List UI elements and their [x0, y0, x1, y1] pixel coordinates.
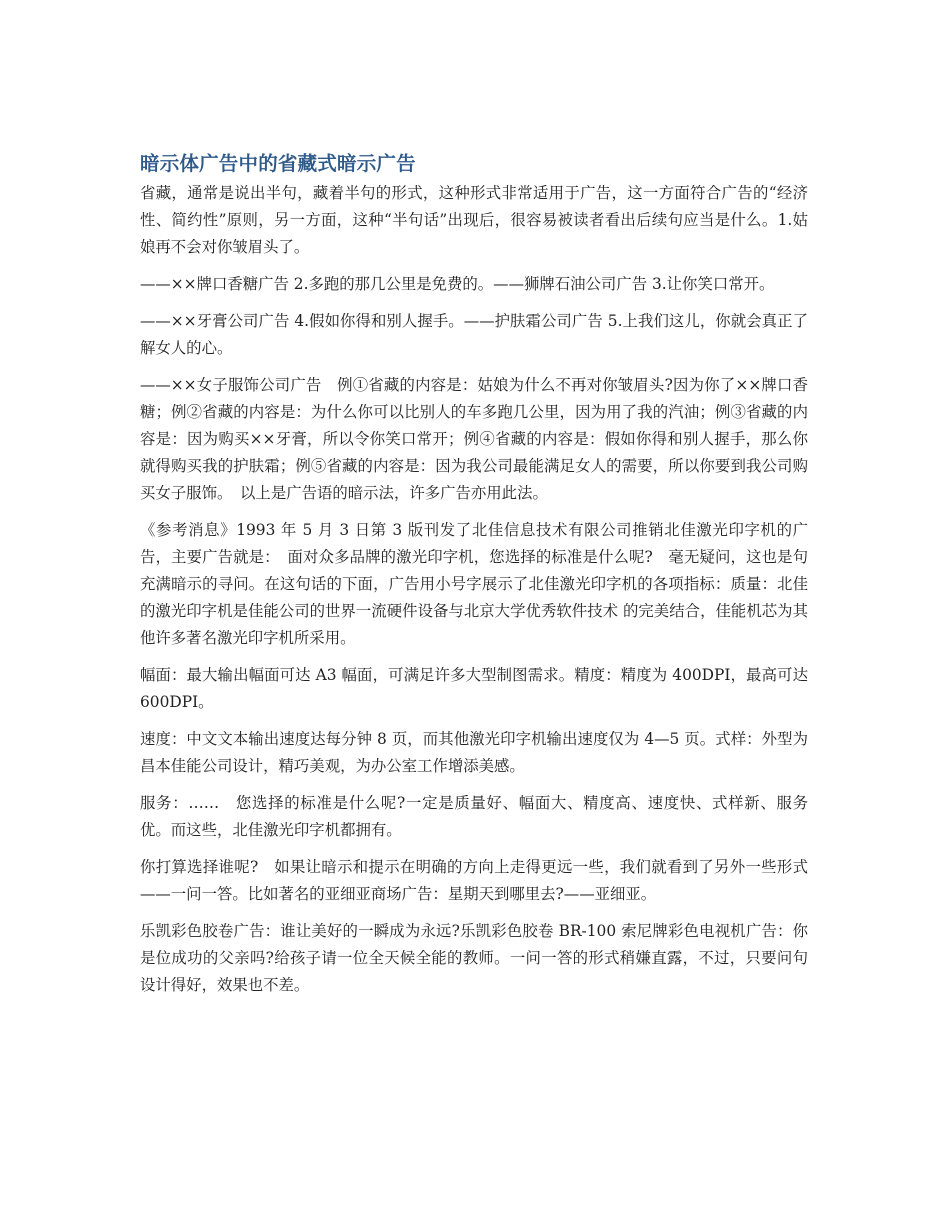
paragraph: 速度：中文文本输出速度达每分钟 8 页，而其他激光印字机输出速度仅为 4—5 页。式样：外型为昌本佳能公司设计，精巧美观，为办公室工作增添美感。	[140, 730, 808, 775]
paragraph: 你打算选择谁呢? 如果让暗示和提示在明确的方向上走得更远一些，我们就看到了另外一些形式——一问一答。比如著名的亚细亚商场广告：星期天到哪里去?——亚细亚。	[140, 858, 808, 903]
paragraph: ——××牙膏公司广告 4.假如你得和别人握手。——护肤霜公司广告 5.上我们这儿，你就会真正了解女人的心。	[140, 312, 808, 357]
paragraph: 省藏，通常是说出半句，藏着半句的形式，这种形式非常适用于广告，这一方面符合广告的“经济性、简约性”原则，另一方面，这种“半句话”出现后，很容易被读者看出后续句应当是什么。1.姑娘再不会对你皱眉头了。	[140, 184, 808, 256]
paragraph: ——××女子服饰公司广告 例①省藏的内容是：姑娘为什么不再对你皱眉头?因为你了××牌口香糖；例②省藏的内容是：为什么你可以比别人的车多跑几公里，因为用了我的汽油；例③省藏的内容是：因为购买××牙膏，所以令你笑口常开；例④省藏的内容是：假如你得和别人握手，那么你就得购买我的护肤霜；例⑤省藏的内容是：因为我公司最能满足女人的需要，所以你要到我公司购买女子服饰。 以上是广告语的暗示法，许多广告亦用此法。	[140, 376, 808, 502]
paragraph: ——××牌口香糖广告 2.多跑的那几公里是免费的。——狮牌石油公司广告 3.让你笑口常开。	[140, 275, 775, 293]
document-title: 暗示体广告中的省藏式暗示广告	[140, 152, 416, 175]
paragraph: 幅面：最大输出幅面可达 A3 幅面，可满足许多大型制图需求。精度：精度为 400DPI，最高可达 600DPI。	[140, 666, 813, 711]
paragraph: 乐凯彩色胶卷广告：谁让美好的一瞬成为永远?乐凯彩色胶卷 BR-100 索尼牌彩色电视机广告：你是位成功的父亲吗?给孩子请一位全天候全能的教师。一问一答的形式稍嫌直露，不过，只要问句设计得好，效果也不差。	[140, 922, 808, 994]
paragraph: 《参考消息》1993 年 5 月 3 日第 3 版刊发了北佳信息技术有限公司推销北佳激光印字机的广告，主要广告就是： 面对众多品牌的激光印字机，您选择的标准是什么呢? 毫无疑问，这也是句充满暗示的寻问。在这句话的下面，广告用小号字展示了北佳激光印字机的各项指标：质量：北佳的激光印字机是佳能公司的世界一流硬件设备与北京大学优秀软件技术 的完美结合，佳能机芯为其他许多著名激光印字机所采用。	[140, 521, 808, 647]
paragraph: 服务：…… 您选择的标准是什么呢?一定是质量好、幅面大、精度高、速度快、式样新、服务优。而这些，北佳激光印字机都拥有。	[140, 794, 808, 839]
document-page	[140, 150, 813, 1009]
